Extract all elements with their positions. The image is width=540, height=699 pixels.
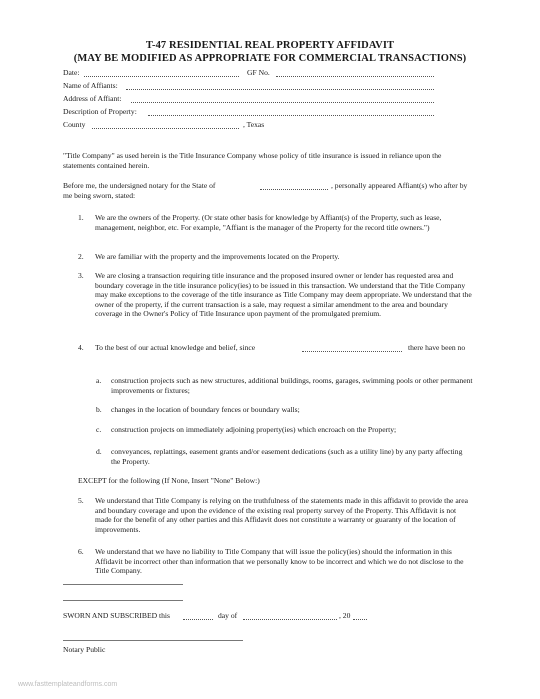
item-number: 2. (78, 252, 84, 261)
item-text: We are closing a transaction requiring title insurance and the proposed insured owner or lender has requested area and boundary coverage in the title insurance policy(ies) to be issued in this transaction. We understand that the Title Company may make exceptions to the coverage of the title insurance as Title Company may deem appropriate. We understand that the owner of the property, if the current transaction is a sale, may request a similar amendment to the area and boundary coverage in the Owner's Policy of Title Insurance upon payment of the promulgated premium. (95, 271, 472, 319)
notary-signature-line[interactable] (63, 640, 243, 641)
watermark: www.fasttemplateandforms.com (18, 681, 118, 688)
sworn-year-line[interactable] (353, 619, 367, 620)
county-label: County (63, 120, 86, 129)
sworn-year: , 20 (339, 611, 351, 620)
before-me-text: Before me, the undersigned notary for the State of (63, 181, 216, 190)
sworn-month-line[interactable] (243, 619, 337, 620)
item-text: We understand that Title Company is relying on the truthfulness of the statements made in this affidavit to provide the area and boundary coverage and upon the evidence of the existing real property survey of the Property. This Affidavit is not made for the benefit of any other parties and this Affidavit does not constitute a warranty or guaranty of the location of improvements. (95, 496, 468, 534)
before-me-text-cont: , personally appeared Affiant(s) who after by me being sworn, stated: (63, 181, 468, 200)
subitem-letter: d. (96, 447, 102, 456)
subitem-text: changes in the location of boundary fences or boundary walls; (111, 405, 300, 414)
notary-label: Notary Public (63, 645, 106, 654)
subitem-letter: b. (96, 405, 102, 414)
gf-no-line[interactable] (276, 76, 434, 77)
item-number: 4. (78, 343, 84, 352)
affiants-label: Name of Affiants: (63, 81, 118, 90)
sworn-day-line[interactable] (183, 619, 213, 620)
item-text: To the best of our actual knowledge and belief, since (95, 343, 256, 352)
item-text-cont: there have been no (408, 343, 466, 352)
signature-line[interactable] (63, 584, 183, 585)
date-label: Date: (63, 68, 80, 77)
address-label: Address of Affiant: (63, 94, 122, 103)
except-heading: EXCEPT for the following (If None, Insert "None" Below:) (78, 476, 260, 485)
county-line[interactable] (92, 128, 239, 129)
item-number: 6. (78, 547, 84, 556)
description-line[interactable] (148, 115, 434, 116)
subitem-letter: c. (96, 425, 102, 434)
texas-label: , Texas (243, 120, 265, 129)
item-text: We understand that we have no liability to Title Company that will issue the policy(ies) should the information in this Affidavit be incorrect other than information that we personally know to be incorrect and which we do not disclose to the Title Company. (95, 547, 464, 576)
date-line[interactable] (84, 76, 239, 77)
item-number: 5. (78, 496, 84, 505)
subitem-text: conveyances, replattings, easement grants and/or easement dedications (such as a utility line) by any party affecting the Property. (111, 447, 463, 466)
document-subtitle: (MAY BE MODIFIED AS APPROPRIATE FOR COMMERCIAL TRANSACTIONS) (73, 53, 467, 64)
sworn-text: SWORN AND SUBSCRIBED this (63, 611, 170, 620)
intro-paragraph: "Title Company" as used herein is the Title Insurance Company whose policy of title insurance is issued in reliance upon the statements contained herein. (63, 151, 442, 170)
item-text: We are the owners of the Property. (Or state other basis for knowledge by Affiant(s) of the Property, such as lease, management, neighbor, etc. For example, "Affiant is the manager of the Property for the record title owners.") (95, 213, 442, 232)
item-text: We are familiar with the property and the improvements located on the Property. (95, 252, 340, 261)
affiants-line[interactable] (126, 89, 434, 90)
address-line[interactable] (131, 102, 434, 103)
document-title: T-47 RESIDENTIAL REAL PROPERTY AFFIDAVIT (145, 40, 395, 51)
subitem-text: construction projects such as new structures, additional buildings, rooms, garages, swimming pools or other permanent improvements or fixtures; (111, 376, 473, 395)
item-number: 3. (78, 271, 84, 280)
subitem-letter: a. (96, 376, 102, 385)
item-number: 1. (78, 213, 84, 222)
description-label: Description of Property: (63, 107, 137, 116)
signature-line[interactable] (63, 600, 183, 601)
sworn-day-of: day of (218, 611, 238, 620)
gf-no-label: GF No. (247, 68, 270, 77)
subitem-text: construction projects on immediately adjoining property(ies) which encroach on the Property; (111, 425, 397, 434)
